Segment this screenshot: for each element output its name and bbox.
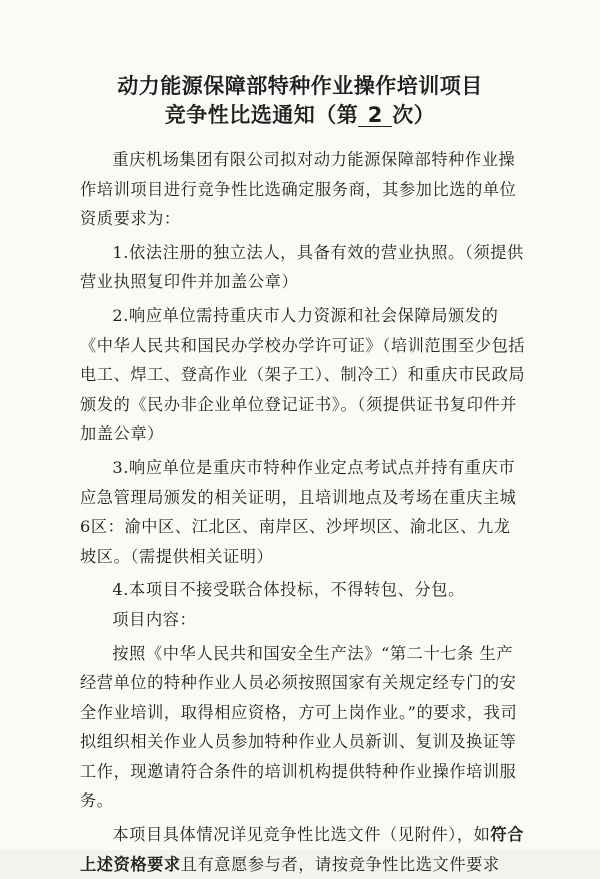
title-suffix: 次） [392,103,436,127]
closing-paragraph [80,820,526,879]
title-prefix: 竞争性比选通知（第 [164,103,359,127]
closing-highlight: 符合上述资格要求 [80,825,524,874]
content-paragraph: 按照《中华人民共和国安全生产法》“第二十七条 生产经营单位的特种作业人员必须按照国家有关规定经专门的安全作业培训，取得相应资格，方可上岗作业。”的要求，我司拟组织相关作业人员参加特种作业人员新训、复训及换证等工作，现邀请符合条件的培训机构提供特种作业操作培训服务。 [80,643,518,811]
document-body [80,145,526,879]
intro-paragraph: 重庆机场集团有限公司拟对动力能源保障部特种作业操作培训项目进行竞争性比选确定服务商，其参加比选的单位资质要求为： [80,150,517,229]
document-title-line1: 动力能源保障部特种作业操作培训项目 [117,74,483,98]
requirement-item: 1.依法注册的独立法人，具备有效的营业执照。（须提供营业执照复印件并加盖公章） [80,242,524,292]
closing-suffix: 且有意愿参与者，请按竞争性比选文件要求 [180,854,500,874]
title-round-number: 2 [358,104,392,127]
content-heading: 项目内容： [112,609,197,629]
closing-prefix: 本项目具体情况详见竞争性比选文件（见附件），如 [112,825,491,845]
requirement-item: 3.响应单位是重庆市特种作业定点考试点并持有重庆市应急管理局颁发的相关证明，且培训地点及考场在重庆主城6区：渝中区、江北区、南岸区、沙坪坝区、渝北区、九龙坡区。（需提供相关证明） [80,457,517,566]
requirement-item: 4.本项目不接受联合体投标，不得转包、分包。 [112,580,465,600]
document-title-line2 [0,99,600,129]
requirement-item: 2.响应单位需持重庆市人力资源和社会保障局颁发的《中华人民共和国民办学校办学许可证》（培训范围至少包括电工、焊工、登高作业（架子工）、制冷工）和重庆市民政局颁发的《民办非企业单位登记证书》。（须提供证书复印件并加盖公章） [80,305,526,444]
